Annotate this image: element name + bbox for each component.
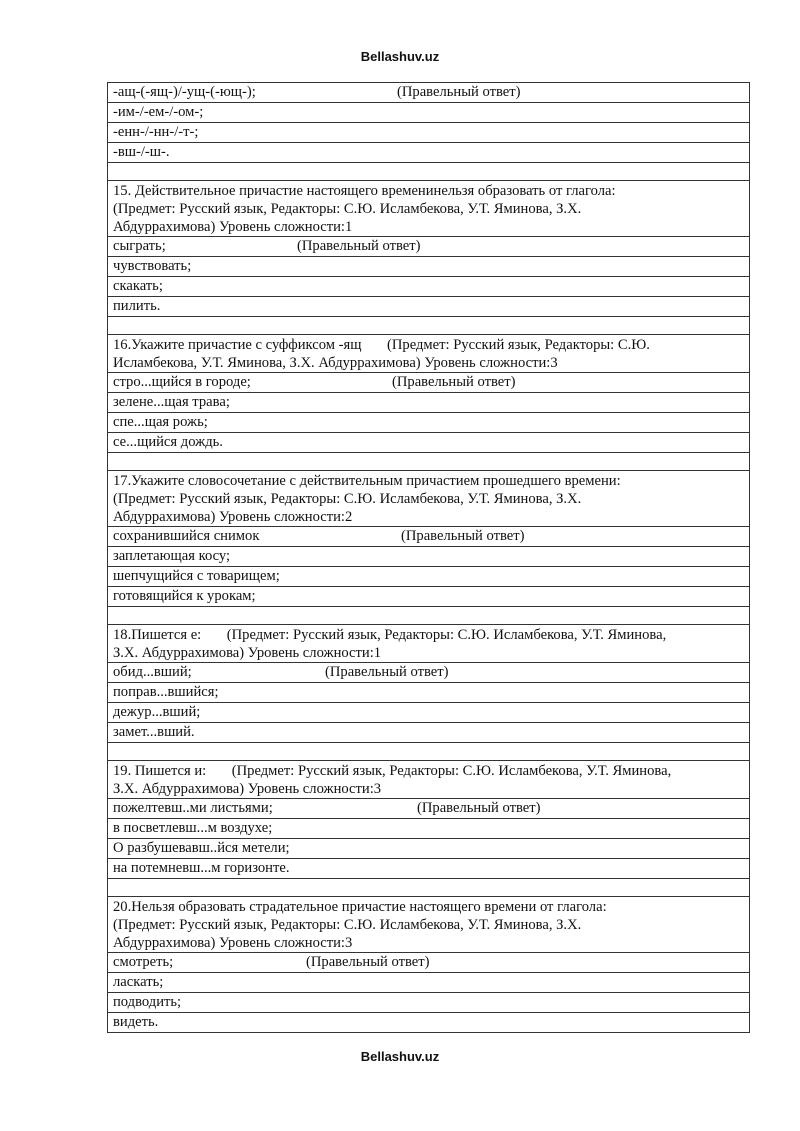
question-text (108, 181, 750, 237)
question-line: З.Х. Абдуррахимова) Уровень сложности:3 (113, 781, 382, 797)
answer-option-cell (108, 527, 750, 547)
answer-option-row (108, 799, 750, 819)
spacer-cell (108, 453, 750, 471)
answer-option-text: подводить; (113, 994, 182, 1010)
question-line: 20.Нельзя образовать страдательное причастие настоящего времени от глагола: (113, 899, 607, 915)
answer-option-text: на потемневш...м горизонте. (113, 860, 290, 876)
answer-option-text: -вш-/-ш-. (113, 144, 170, 160)
answer-option-text: ласкать; (113, 974, 164, 990)
answer-option-row (108, 973, 750, 993)
answer-option-cell (108, 723, 750, 743)
question-line: Абдуррахимова) Уровень сложности:1 (113, 219, 353, 235)
answer-option-row (108, 587, 750, 607)
question-text (108, 335, 750, 373)
question-text (108, 897, 750, 953)
answer-option-row (108, 859, 750, 879)
answer-option-row (108, 257, 750, 277)
correct-answer-marker: (Правельный ответ) (392, 374, 516, 390)
answer-option-text: поправ...вшийся; (113, 684, 219, 700)
answer-option-cell (108, 83, 750, 103)
answer-option-cell (108, 567, 750, 587)
spacer-cell (108, 317, 750, 335)
answer-option-row (108, 373, 750, 393)
answer-option-cell (108, 683, 750, 703)
site-footer: Bellashuv.uz (360, 1049, 440, 1064)
answer-option-text: зелене...щая трава; (113, 394, 230, 410)
spacer-cell (108, 607, 750, 625)
answer-option-text: спе...щая рожь; (113, 414, 208, 430)
answer-option-cell (108, 839, 750, 859)
question-line: Абдуррахимова) Уровень сложности:2 (113, 509, 353, 525)
answer-option-text: пожелтевш..ми листьями; (113, 800, 273, 816)
spacer-row (108, 453, 750, 471)
answer-option-cell (108, 1013, 750, 1033)
answer-option-cell (108, 547, 750, 567)
answer-option-row (108, 839, 750, 859)
answer-option-row (108, 297, 750, 317)
questions-table (107, 82, 750, 1033)
correct-answer-marker: (Правельный ответ) (306, 954, 430, 970)
answer-option-row (108, 237, 750, 257)
correct-answer-marker: (Правельный ответ) (397, 84, 521, 100)
answer-option-cell (108, 393, 750, 413)
spacer-row (108, 317, 750, 335)
answer-option-cell (108, 433, 750, 453)
answer-option-cell (108, 973, 750, 993)
answer-option-text: готовящийся к урокам; (113, 588, 256, 604)
answer-option-row (108, 683, 750, 703)
question-row (108, 761, 750, 799)
question-text (108, 471, 750, 527)
question-line: З.Х. Абдуррахимова) Уровень сложности:1 (113, 645, 382, 661)
answer-option-row (108, 83, 750, 103)
answer-option-cell (108, 799, 750, 819)
question-line: (Предмет: Русский язык, Редакторы: С.Ю. Исламбекова, У.Т. Яминова, З.Х. (113, 491, 582, 507)
spacer-cell (108, 879, 750, 897)
answer-option-row (108, 433, 750, 453)
spacer-cell (108, 163, 750, 181)
answer-option-text: -енн-/-нн-/-т-; (113, 124, 199, 140)
question-row (108, 335, 750, 373)
answer-option-row (108, 393, 750, 413)
answer-option-text: в посветлевш...м воздухе; (113, 820, 273, 836)
answer-option-text: се...щийся дождь. (113, 434, 223, 450)
answer-option-text: дежур...вший; (113, 704, 201, 720)
answer-option-row (108, 993, 750, 1013)
answer-option-cell (108, 413, 750, 433)
spacer-row (108, 879, 750, 897)
question-line: 15. Действительное причастие настоящего временинельзя образовать от глагола: (113, 183, 616, 199)
question-line: 17.Укажите словосочетание с действительным причастием прошедшего времени: (113, 473, 621, 489)
answer-option-cell (108, 143, 750, 163)
answer-option-cell (108, 663, 750, 683)
question-line: 19. Пишется и: (Предмет: Русский язык, Редакторы: С.Ю. Исламбекова, У.Т. Яминова, (113, 763, 672, 779)
answer-option-text: чувствовать; (113, 258, 192, 274)
spacer-row (108, 163, 750, 181)
answer-option-row (108, 663, 750, 683)
question-text (108, 625, 750, 663)
question-row (108, 181, 750, 237)
answer-option-cell (108, 257, 750, 277)
answer-option-row (108, 1013, 750, 1033)
correct-answer-marker: (Правельный ответ) (325, 664, 449, 680)
answer-option-cell (108, 953, 750, 973)
answer-option-cell (108, 819, 750, 839)
answer-option-text: пилить. (113, 298, 161, 314)
answer-option-row (108, 723, 750, 743)
answer-option-row (108, 819, 750, 839)
question-line: Исламбекова, У.Т. Яминова, З.Х. Абдуррахимова) Уровень сложности:3 (113, 355, 558, 371)
answer-option-row (108, 953, 750, 973)
site-header: Bellashuv.uz (360, 49, 440, 64)
answer-option-text: скакать; (113, 278, 163, 294)
answer-option-row (108, 567, 750, 587)
answer-option-text: замет...вший. (113, 724, 195, 740)
answer-option-text: обид...вший; (113, 664, 192, 680)
question-row (108, 471, 750, 527)
spacer-row (108, 743, 750, 761)
answer-option-row (108, 277, 750, 297)
answer-option-cell (108, 993, 750, 1013)
answer-option-cell (108, 587, 750, 607)
answer-option-row (108, 547, 750, 567)
question-row (108, 625, 750, 663)
answer-option-row (108, 143, 750, 163)
answer-option-cell (108, 703, 750, 723)
answer-option-row (108, 527, 750, 547)
correct-answer-marker: (Правельный ответ) (417, 800, 541, 816)
question-line: 18.Пишется е: (Предмет: Русский язык, Редакторы: С.Ю. Исламбекова, У.Т. Яминова, (113, 627, 667, 643)
answer-option-cell (108, 123, 750, 143)
question-text (108, 761, 750, 799)
spacer-cell (108, 743, 750, 761)
answer-option-text: заплетающая косу; (113, 548, 231, 564)
answer-option-row (108, 413, 750, 433)
question-line: 16.Укажите причастие с суффиксом -ящ (Предмет: Русский язык, Редакторы: С.Ю. (113, 337, 650, 353)
question-row (108, 897, 750, 953)
answer-option-text: стро...щийся в городе; (113, 374, 251, 390)
answer-option-row (108, 103, 750, 123)
answer-option-cell (108, 237, 750, 257)
answer-option-cell (108, 859, 750, 879)
question-line: Абдуррахимова) Уровень сложности:3 (113, 935, 353, 951)
answer-option-text: О разбушевавш..йся метели; (113, 840, 290, 856)
question-line: (Предмет: Русский язык, Редакторы: С.Ю. Исламбекова, У.Т. Яминова, З.Х. (113, 201, 582, 217)
answer-option-text: смотреть; (113, 954, 174, 970)
answer-option-cell (108, 103, 750, 123)
correct-answer-marker: (Правельный ответ) (297, 238, 421, 254)
question-line: (Предмет: Русский язык, Редакторы: С.Ю. Исламбекова, У.Т. Яминова, З.Х. (113, 917, 582, 933)
spacer-row (108, 607, 750, 625)
answer-option-text: -ащ-(-ящ-)/-ущ-(-ющ-); (113, 84, 256, 100)
answer-option-text: сохранившийся снимок (113, 528, 260, 544)
answer-option-text: видеть. (113, 1014, 159, 1030)
answer-option-text: сыграть; (113, 238, 166, 254)
answer-option-cell (108, 277, 750, 297)
answer-option-text: -им-/-ем-/-ом-; (113, 104, 204, 120)
correct-answer-marker: (Правельный ответ) (401, 528, 525, 544)
answer-option-cell (108, 373, 750, 393)
answer-option-row (108, 123, 750, 143)
answer-option-text: шепчущийся с товарищем; (113, 568, 280, 584)
answer-option-row (108, 703, 750, 723)
answer-option-cell (108, 297, 750, 317)
